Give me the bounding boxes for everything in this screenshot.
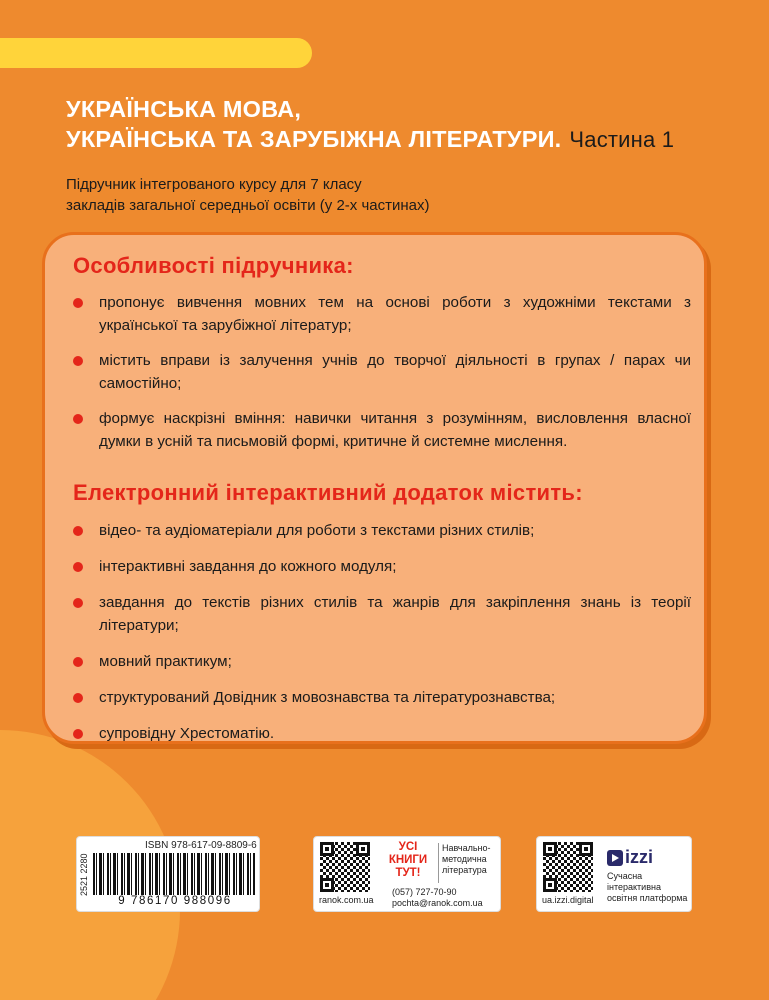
title-part: Частина 1 (569, 127, 675, 152)
title-line-1: УКРАЇНСЬКА МОВА, (66, 96, 302, 122)
subtitle-line-1: Підручник інтегрованого курсу для 7 класу (66, 176, 362, 193)
ranok-email[interactable]: pochta@ranok.com.ua (392, 898, 483, 908)
book-title (66, 94, 746, 155)
list-item: завдання до текстів різних стилів та жанрів для закріплення знань із теорії літератури; (73, 591, 691, 637)
ranok-phone: (057) 727-70-90 (392, 887, 457, 897)
bullet-icon (73, 729, 83, 739)
genre-label: Навчально-методична література (442, 843, 491, 875)
bullet-icon (73, 414, 83, 424)
list-item: відео- та аудіоматеріали для роботи з текстами різних стилів; (73, 519, 691, 542)
list-item: супровідну Хрестоматію. (73, 722, 691, 745)
book-subtitle (66, 174, 706, 216)
izzi-card (536, 836, 692, 912)
ranok-card (313, 836, 501, 912)
list-item: пропонує вивчення мовних тем на основі роботи з художніми текстами з української та зарубіжної літератур; (73, 291, 691, 337)
izzi-logo (607, 847, 653, 868)
izzi-description: Сучасна інтерактивна освітня платформа (607, 871, 688, 903)
bullet-icon (73, 298, 83, 308)
features-panel (42, 232, 707, 744)
divider (438, 843, 439, 883)
bullet-icon (73, 657, 83, 667)
list-item: інтерактивні завдання до кожного модуля; (73, 555, 691, 578)
decorative-top-bar (0, 38, 312, 68)
list-item: структурований Довідник з мовознавства та літературознавства; (73, 686, 691, 709)
list-item: мовний практикум; (73, 650, 691, 673)
qr-code-icon[interactable] (320, 842, 370, 892)
isbn-vertical-number: 2521 2280 (79, 853, 89, 897)
isbn-label: ISBN 978-617-09-8809-6 (145, 840, 257, 851)
barcode-digits: 9 786170 988096 (118, 895, 232, 907)
qr-code-icon[interactable] (543, 842, 593, 892)
subtitle-line-2: закладів загальної середньої освіти (у 2-х частинах) (66, 197, 430, 214)
addon-list (73, 519, 691, 758)
play-icon (607, 850, 623, 866)
bullet-icon (73, 356, 83, 366)
bullet-icon (73, 598, 83, 608)
isbn-card (76, 836, 260, 912)
features-list (73, 291, 691, 465)
barcode-icon (93, 853, 255, 895)
all-books-here-label: УСІ КНИГИ ТУТ! (388, 841, 428, 879)
list-item: містить вправи із залучення учнів до творчої діяльності в групах / парах чи самостійно; (73, 349, 691, 395)
addon-heading: Електронний інтерактивний додаток містить: (73, 480, 583, 505)
bullet-icon (73, 693, 83, 703)
bullet-icon (73, 562, 83, 572)
features-heading: Особливості підручника: (73, 253, 354, 278)
izzi-brand: izzi (625, 847, 654, 867)
ranok-website[interactable]: ranok.com.ua (319, 895, 374, 905)
title-line-2 (66, 124, 746, 155)
title-line-2-text: УКРАЇНСЬКА ТА ЗАРУБІЖНА ЛІТЕРАТУРИ. (66, 126, 562, 152)
bullet-icon (73, 526, 83, 536)
list-item: формує наскрізні вміння: навички читання з розумінням, висловлення власної думки в усній та письмовій формі, критичне й системне мислення. (73, 407, 691, 453)
izzi-website[interactable]: ua.izzi.digital (542, 895, 594, 905)
